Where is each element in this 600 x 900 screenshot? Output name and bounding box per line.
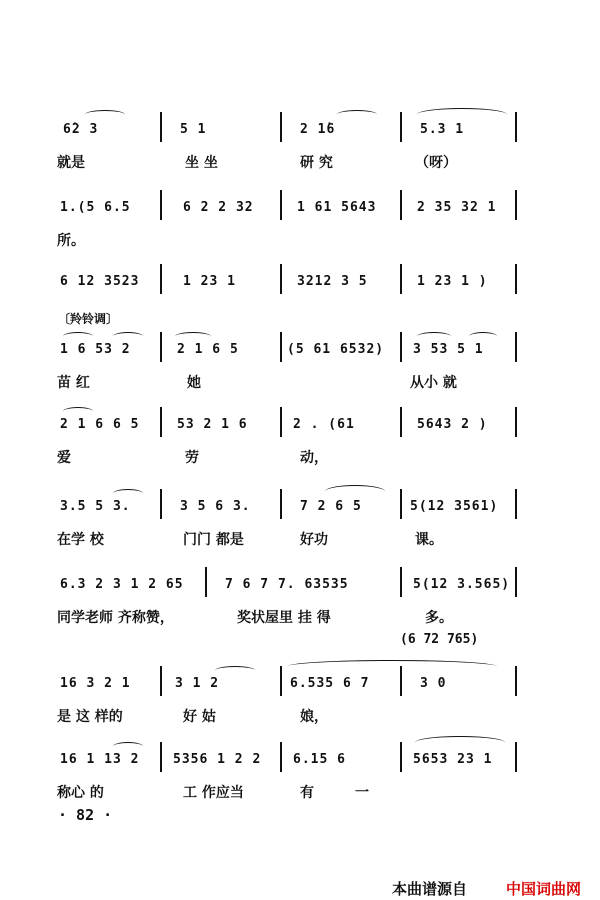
lyric: 工 作应当 [183, 785, 244, 801]
lyric: 娘， [300, 709, 328, 725]
lyric: 同学老师 齐称赞， [57, 610, 174, 626]
slur [415, 736, 505, 749]
score-system [55, 405, 525, 475]
measure-notes: 16 1 13 2 [60, 752, 140, 767]
measure-notes: 1 23 1 ) [417, 274, 488, 289]
barline [400, 112, 402, 142]
barline [280, 112, 282, 142]
lyric: 好 姑 [183, 709, 216, 725]
barline [515, 742, 517, 772]
measure-notes: 16 3 2 1 [60, 676, 131, 691]
slur [287, 660, 497, 673]
lyric: 就是 [57, 155, 85, 171]
section-label: 〔羚铃调〕 [58, 312, 119, 326]
barline [280, 666, 282, 696]
barline [205, 567, 207, 597]
score-system [55, 565, 525, 635]
lyric: 有 [300, 785, 314, 801]
barline [160, 264, 162, 294]
barline [280, 489, 282, 519]
barline [280, 190, 282, 220]
barline [160, 190, 162, 220]
slur [215, 666, 255, 675]
slur [337, 110, 377, 119]
slur [113, 742, 143, 751]
slur [63, 332, 93, 341]
barline [400, 742, 402, 772]
barline [400, 567, 402, 597]
measure-notes: 6.535 6 7 [290, 676, 370, 691]
barline [160, 742, 162, 772]
lyric: （呀） [415, 155, 457, 171]
measure-notes: 7 2 6 5 [300, 499, 362, 514]
footer-source: 本曲谱源自 [392, 880, 468, 898]
lyric: 奖状屋里 挂 得 [237, 610, 331, 626]
measure-notes: 2 1̇6 [300, 122, 336, 137]
slur [113, 332, 143, 341]
lyric: 所。 [57, 233, 85, 249]
slur [63, 407, 93, 416]
measure-notes: 5356 1 2 2 [173, 752, 262, 767]
barline [400, 332, 402, 362]
barline [515, 567, 517, 597]
barline [515, 112, 517, 142]
measure-notes: 6̇2 3 [63, 122, 99, 137]
slur [175, 332, 211, 341]
barline [515, 407, 517, 437]
lyric: 门门 都是 [183, 532, 244, 548]
measure-notes: 53 2 1 6 [177, 417, 248, 432]
score-system [55, 664, 525, 734]
lyric: 研 究 [300, 155, 333, 171]
lyric: 称心 的 [57, 785, 104, 801]
measure-notes: (5 61 6532) [287, 342, 385, 357]
lyric: 一 [355, 785, 369, 801]
measure-notes: 3 1 2 [175, 676, 220, 691]
measure-notes: 5653 23 1 [413, 752, 493, 767]
measure-notes: 3 53 5 1 [413, 342, 484, 357]
score-system [55, 262, 525, 332]
barline [400, 407, 402, 437]
slur [417, 332, 451, 341]
barline [160, 112, 162, 142]
slur [417, 108, 507, 121]
lyric: 动， [300, 450, 328, 466]
barline [515, 332, 517, 362]
barline [400, 264, 402, 294]
measure-notes: 6 12 3523 [60, 274, 140, 289]
score-system [55, 330, 525, 400]
barline [515, 489, 517, 519]
barline [280, 264, 282, 294]
lyric: 苗 红 [57, 375, 90, 391]
measure-notes: 3 0 [420, 676, 447, 691]
lyric: 是 这 样的 [57, 709, 123, 725]
lyric: 坐 坐 [185, 155, 218, 171]
lyric: 课。 [415, 532, 443, 548]
barline [160, 407, 162, 437]
slur [469, 332, 497, 341]
lyric: 劳 [185, 450, 199, 466]
slur [325, 485, 385, 498]
score-system [55, 188, 525, 258]
measure-notes: 5.3 1 [420, 122, 465, 137]
lyric: 她 [187, 375, 201, 391]
barline [400, 190, 402, 220]
interlude-notes: (6 72 765) [400, 632, 479, 647]
measure-notes: 6.15 6 [293, 752, 346, 767]
barline [160, 489, 162, 519]
measure-notes: 3.5 5 3. [60, 499, 131, 514]
measure-notes: 5643 2 ) [417, 417, 488, 432]
slur [85, 110, 125, 119]
barline [160, 666, 162, 696]
measure-notes: 7 6 7 7. 63535 [225, 577, 349, 592]
measure-notes: 1.(5 6.5 [60, 200, 131, 215]
barline [515, 666, 517, 696]
measure-notes: 2 1 6 6 5 [60, 417, 140, 432]
measure-notes: 5(12 3561) [410, 499, 499, 514]
page-number: · 82 · [58, 806, 113, 824]
barline [280, 742, 282, 772]
measure-notes: 2 . (61 [293, 417, 355, 432]
measure-notes: 5 1 [180, 122, 207, 137]
lyric: 好功 [300, 532, 328, 548]
measure-notes: 5(12 3.565) [413, 577, 511, 592]
lyric: 从小 就 [410, 375, 457, 391]
measure-notes: 2 35 32 1 [417, 200, 497, 215]
barline [280, 407, 282, 437]
barline [515, 264, 517, 294]
measure-notes: 1 61 5643 [297, 200, 377, 215]
footer-brand-link[interactable]: 中国词曲网 [506, 880, 582, 898]
barline [160, 332, 162, 362]
lyric: 爱 [57, 450, 71, 466]
measure-notes: 2 1 6 5 [177, 342, 239, 357]
barline [515, 190, 517, 220]
measure-notes: 6 2 2 32 [183, 200, 254, 215]
measure-notes: 1 6 53 2 [60, 342, 131, 357]
measure-notes: 6.3 2 3 1 2 65 [60, 577, 184, 592]
lyric: 多。 [425, 610, 453, 626]
slur [113, 489, 143, 498]
measure-notes: 3 5 6 3. [180, 499, 251, 514]
barline [280, 332, 282, 362]
measure-notes: 1 23 1 [183, 274, 236, 289]
score-system [55, 110, 525, 180]
score-system [55, 487, 525, 557]
measure-notes: 3212 3 5 [297, 274, 368, 289]
lyric: 在学 校 [57, 532, 104, 548]
score-system [55, 740, 525, 810]
barline [400, 489, 402, 519]
